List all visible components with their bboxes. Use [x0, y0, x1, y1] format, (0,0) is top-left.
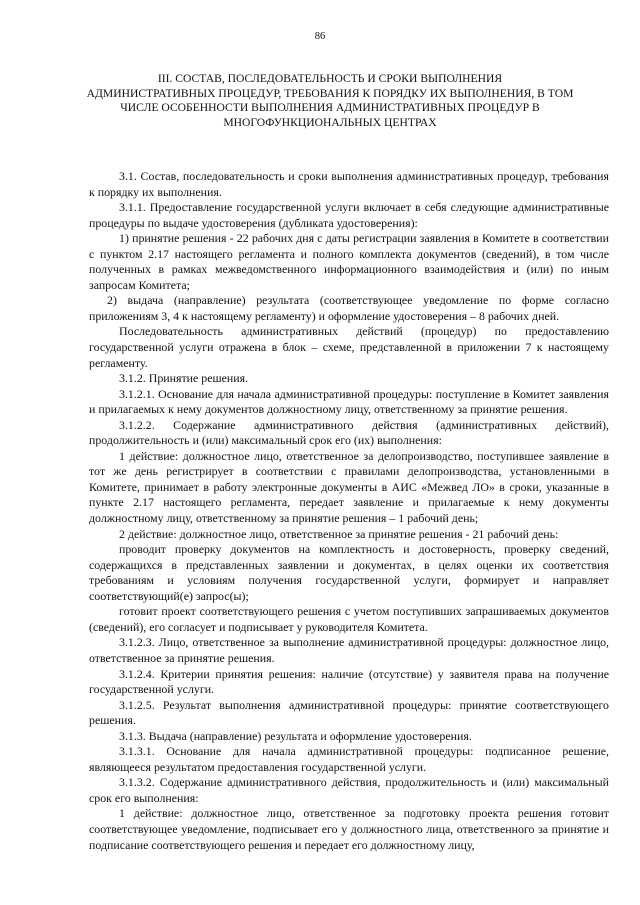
- page-number: 86: [314, 31, 326, 42]
- paragraph: 3.1.3. Выдача (направление) результата и оформление удостоверения.: [119, 728, 472, 743]
- heading-line: ЧИСЛЕ ОСОБЕННОСТИ ВЫПОЛНЕНИЯ АДМИНИСТРАТИВНЫХ ПРОЦЕДУР В: [120, 101, 540, 114]
- paragraph: 3.1.3.2. Содержание административного действия, продолжительность и (или) максимальный срок его выполнения:: [89, 775, 609, 805]
- paragraph: Последовательность административных действий (процедур) по предоставлению государственной услуги отражена в блок – схеме, представленной в приложении 7 к настоящему регламенту.: [89, 324, 609, 370]
- paragraph: проводит проверку документов на комплектность и достоверность, проверку сведений, содержащихся в представленных заявлении и документах, в целях оценки их соответствия требованиям и условиям получения государственной услуги, формирует и направляет соответствующий(е) запрос(ы);: [89, 542, 609, 603]
- paragraph: 3.1.2.1. Основание для начала административной процедуры: поступление в Комитет заявления и прилагаемых к нему документов должностному лицу, ответственному за принятие решения.: [89, 386, 609, 417]
- paragraph: 3.1.1. Предоставление государственной услуги включает в себя следующие административные процедуры по выдаче удостоверения (дубликата удостоверения):: [89, 200, 609, 230]
- paragraph: 3.1.2.4. Критерии принятия решения: наличие (отсутствие) у заявителя права на получение государственной услуги.: [89, 666, 609, 697]
- paragraph: 2 действие: должностное лицо, ответственное за принятие решения - 21 рабочий день:: [119, 526, 559, 541]
- paragraph: 3.1.2.5. Результат выполнения административной процедуры: принятие соответствующего решения.: [89, 697, 609, 728]
- paragraph: 1 действие: должностное лицо, ответственное за делопроизводство, поступившее заявление в тот же день регистрирует в соответствии с правилами делопроизводства, установленными в Комитете, принимает в работу электронные документы в АИС «Межвед ЛО» в сроки, указанные в пункте 2.17 настоящего регламента, передает заявление и прилагаемые к нему документы должностному лицу, ответственному за принятие решения – 1 рабочий день;: [89, 448, 609, 526]
- heading-line: III. СОСТАВ, ПОСЛЕДОВАТЕЛЬНОСТЬ И СРОКИ ВЫПОЛНЕНИЯ: [157, 72, 503, 85]
- heading-line: МНОГОФУНКЦИОНАЛЬНЫХ ЦЕНТРАХ: [223, 115, 437, 129]
- document-body: [89, 169, 609, 853]
- section-heading: [60, 72, 600, 130]
- paragraph: 3.1.3.1. Основание для начала административной процедуры: подписанное решение, являющееся результатом предоставления государственной услуги.: [89, 744, 609, 774]
- paragraph: 3.1.2. Принятие решения.: [119, 371, 249, 386]
- heading-line: АДМИНИСТРАТИВНЫХ ПРОЦЕДУР, ТРЕБОВАНИЯ К ПОРЯДКУ ИХ ВЫПОЛНЕНИЯ, В ТОМ: [86, 86, 574, 100]
- paragraph: 3.1.2.3. Лицо, ответственное за выполнение административной процедуры: должностное лицо, ответственное за принятие решения.: [89, 635, 609, 665]
- paragraph: 1) принятие решения - 22 рабочих дня с даты регистрации заявления в Комитете в соответствии с пунктом 2.17 настоящего регламента и полного комплекта документов (сведений), в том числе полученных в рамках межведомственного информационного взаимодействия и (или) по иным запросам Комитета;: [89, 231, 609, 292]
- paragraph: 1 действие: должностное лицо, ответственное за подготовку проекта решения готовит соответствующее уведомление, подписывает его у должностного лица, ответственного за принятие и подписание соответствующего решения и передает его должностному лицу,: [89, 806, 609, 852]
- paragraph: готовит проект соответствующего решения с учетом поступивших запрашиваемых документов (сведений), его согласует и подписывает у руководителя Комитета.: [89, 604, 609, 634]
- paragraph: 2) выдача (направление) результата (соответствующее уведомление по форме согласно приложениям 3, 4 к настоящему регламенту) и оформление удостоверения – 8 рабочих дней.: [89, 293, 609, 323]
- paragraph: 3.1. Состав, последовательность и сроки выполнения административных процедур, требования к порядку их выполнения.: [89, 169, 609, 199]
- paragraph: 3.1.2.2. Содержание административного действия (административных действий), продолжительность и (или) максимальный срок его (их) выполнения:: [89, 417, 609, 448]
